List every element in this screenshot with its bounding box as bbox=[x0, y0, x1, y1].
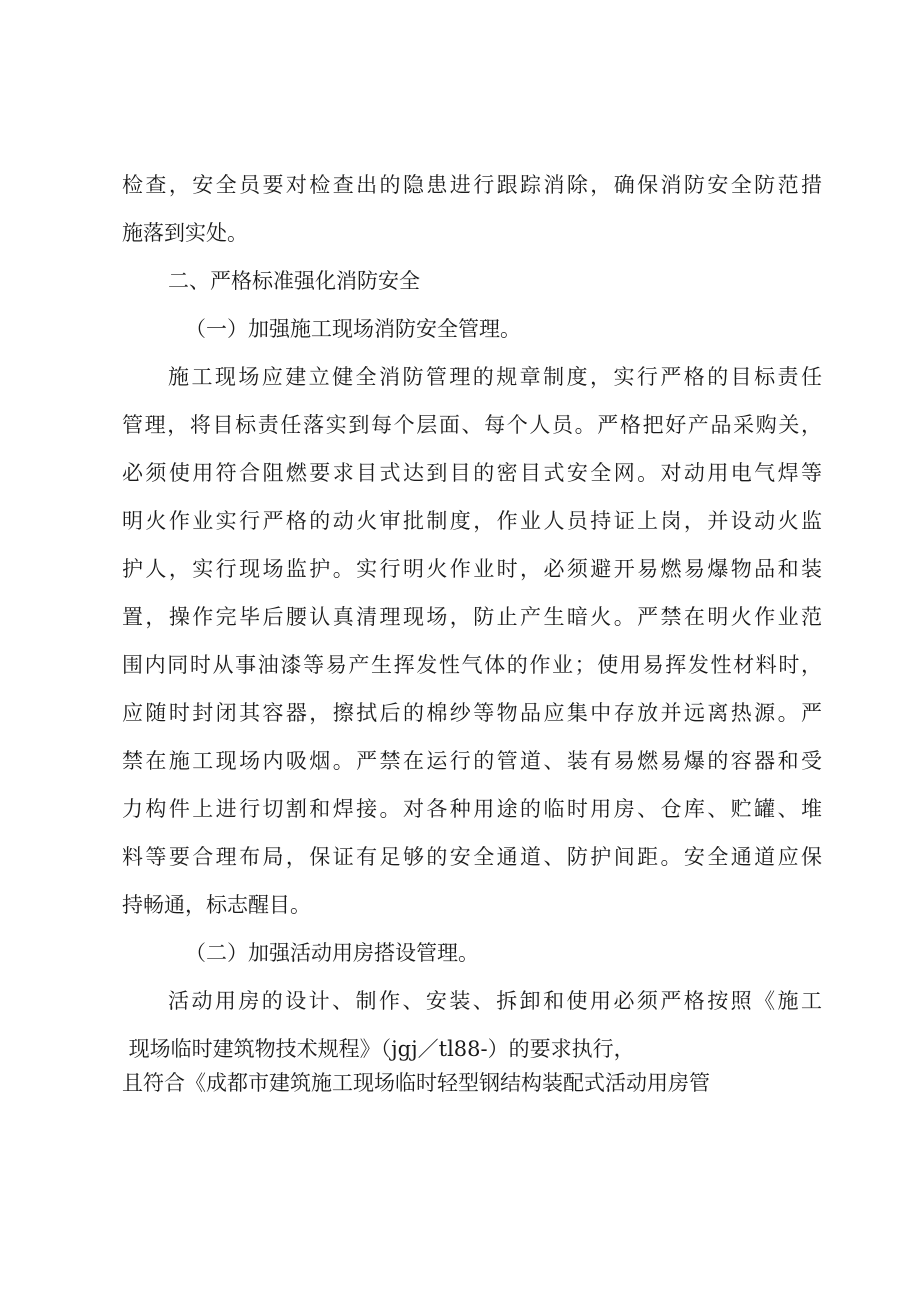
paragraph-line: 必须使用符合阻燃要求目式达到目的密目式安全网。对动用电气焊等 bbox=[122, 461, 822, 485]
paragraph-line: 禁在施工现场内吸烟。严禁在运行的管道、装有易燃易爆的容器和受 bbox=[122, 749, 822, 773]
paragraph-line: 管理，将目标责任落实到每个层面、每个人员。严格把好产品采购关， bbox=[122, 413, 822, 437]
paragraph-line: 置，操作完毕后腰认真清理现场，防止产生暗火。严禁在明火作业范 bbox=[122, 605, 822, 629]
paragraph-line: 持畅通，标志醒目。 bbox=[122, 893, 311, 917]
paragraph-line: 护人，实行现场监护。实行明火作业时，必须避开易燃易爆物品和装 bbox=[122, 557, 822, 581]
paragraph-line: 力构件上进行切割和焊接。对各种用途的临时用房、仓库、贮罐、堆 bbox=[122, 797, 822, 821]
paragraph-line: 检查，安全员要对检查出的隐患进行跟踪消除，确保消防安全防范措 bbox=[122, 173, 822, 197]
subsection-title: （二）加强活动用房搭设管理。 bbox=[185, 941, 479, 965]
section-heading: 二、严格标准强化消防安全 bbox=[168, 269, 420, 293]
paragraph-line: 明火作业实行严格的动火审批制度，作业人员持证上岗，并设动火监 bbox=[122, 509, 822, 533]
paragraph-line: 施落到实处。 bbox=[122, 221, 248, 245]
paragraph-line: 料等要合理布局，保证有足够的安全通道、防护间距。安全通道应保 bbox=[122, 845, 822, 869]
paragraph-line: 且符合《成都市建筑施工现场临时轻型钢结构装配式活动用房管 bbox=[122, 1071, 710, 1095]
paragraph-line: 应随时封闭其容器，擦拭后的棉纱等物品应集中存放并远离热源。严 bbox=[122, 701, 822, 725]
subsection-title: （一）加强施工现场消防安全管理。 bbox=[185, 317, 521, 341]
paragraph-line: 施工现场应建立健全消防管理的规章制度，实行严格的目标责任 bbox=[168, 365, 822, 389]
paragraph-line: 活动用房的设计、制作、安装、拆卸和使用必须严格按照《施工 bbox=[168, 989, 822, 1013]
paragraph-line: 围内同时从事油漆等易产生挥发性气体的作业；使用易挥发性材料时， bbox=[122, 653, 822, 677]
paragraph-line: 现场临时建筑物技术规程》（jgj／tl88-）的要求执行， bbox=[122, 1037, 635, 1061]
